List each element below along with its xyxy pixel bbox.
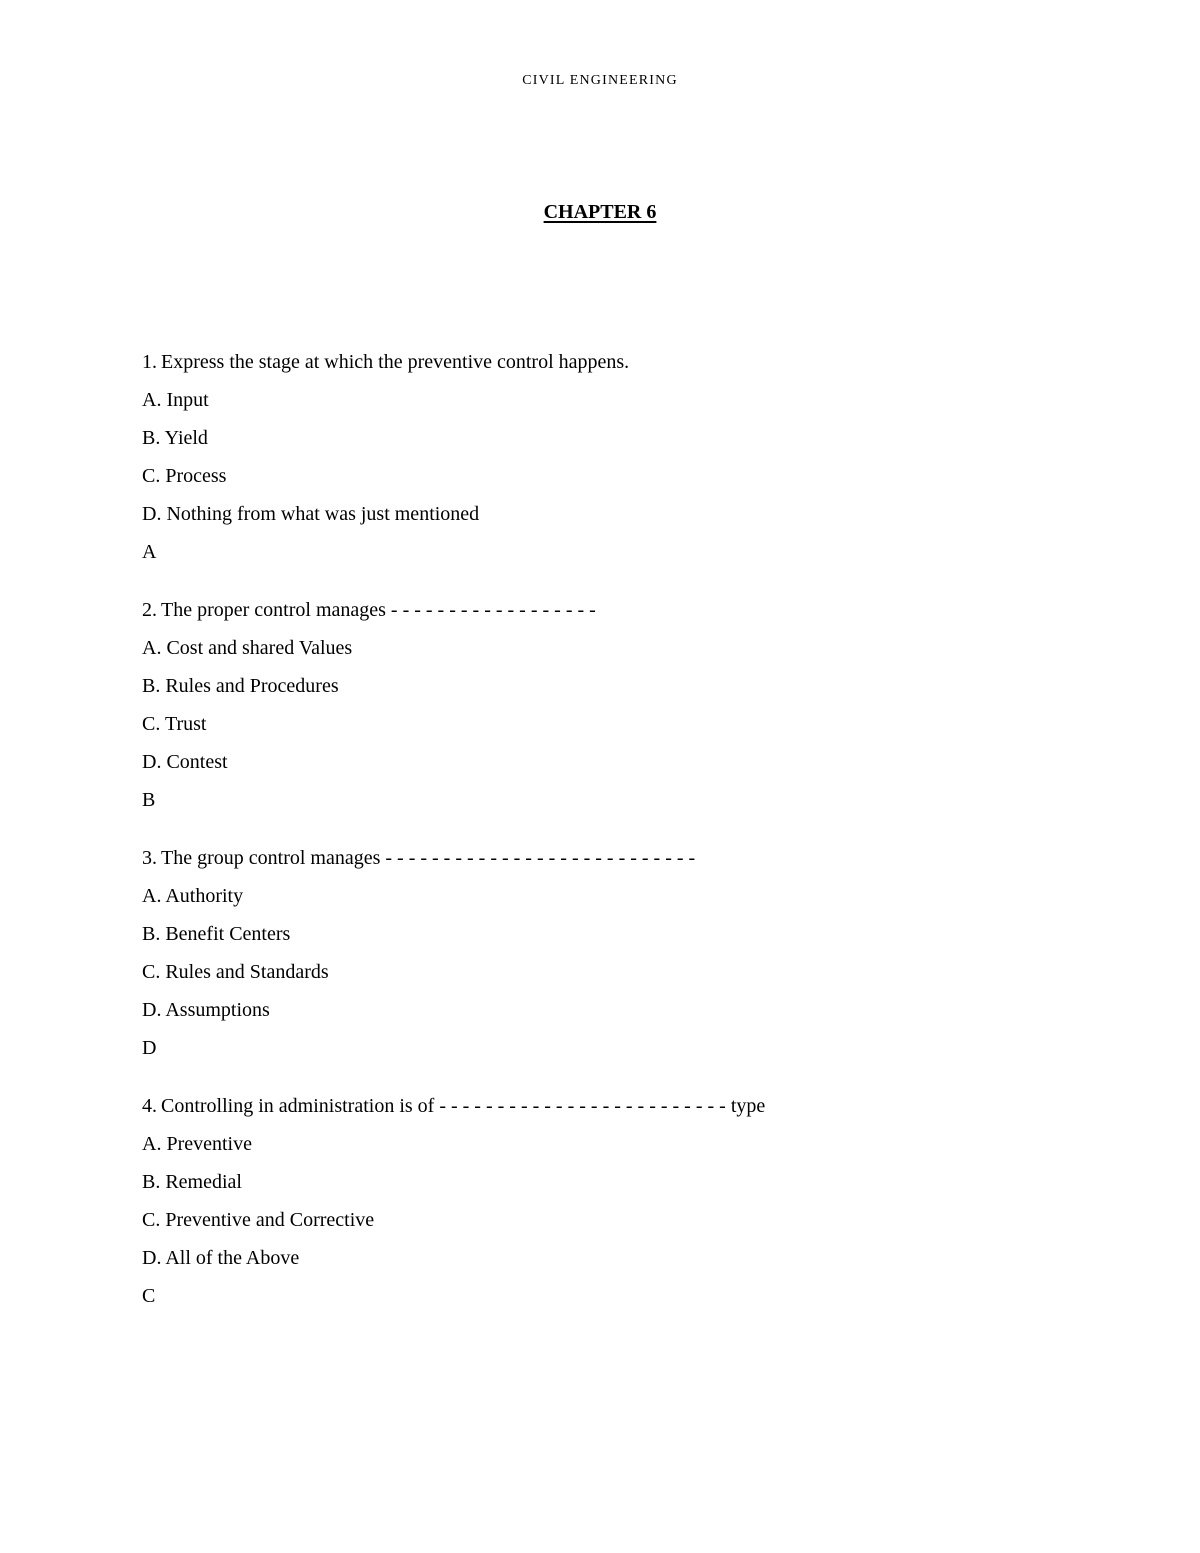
question-3 — [142, 848, 1042, 1058]
question-number: 2. — [142, 599, 157, 621]
option-a: A. Input — [142, 389, 209, 411]
option-a: A. Cost and shared Values — [142, 637, 353, 659]
option-c: C. Rules and Standards — [142, 961, 329, 983]
option-b: B. Benefit Centers — [142, 923, 291, 945]
question-text — [142, 600, 1042, 620]
option-d: D. All of the Above — [142, 1247, 300, 1269]
answer-key: C — [142, 1285, 156, 1307]
option-d: D. Nothing from what was just mentioned — [142, 503, 480, 525]
question-text — [142, 848, 1042, 868]
chapter-title: CHAPTER 6 — [543, 201, 657, 223]
question-number: 3. — [142, 847, 157, 869]
question-number: 1. — [142, 351, 157, 373]
option-c: C. Process — [142, 465, 227, 487]
answer-key: A — [142, 541, 157, 563]
answer-key: B — [142, 789, 156, 811]
option-c: C. Trust — [142, 713, 207, 735]
question-stem: Express the stage at which the preventive control happens. — [161, 351, 630, 373]
question-text — [142, 1096, 1042, 1116]
question-text — [142, 352, 1042, 372]
option-d: D. Assumptions — [142, 999, 270, 1021]
answer-key: D — [142, 1037, 157, 1059]
option-d: D. Contest — [142, 751, 228, 773]
question-list — [142, 352, 1042, 1344]
question-2 — [142, 600, 1042, 810]
question-number: 4. — [142, 1095, 157, 1117]
question-stem: The group control manages - - - - - - - - - - - - - - - - - - - - - - - - - - - — [161, 847, 696, 869]
question-stem: The proper control manages - - - - - - - - - - - - - - - - - - — [161, 599, 596, 621]
option-b: B. Remedial — [142, 1171, 242, 1193]
option-b: B. Rules and Procedures — [142, 675, 339, 697]
question-4 — [142, 1096, 1042, 1306]
option-a: A. Preventive — [142, 1133, 252, 1155]
question-stem: Controlling in administration is of - - - - - - - - - - - - - - - - - - - - - - - - - type — [161, 1095, 766, 1117]
question-1 — [142, 352, 1042, 562]
option-c: C. Preventive and Corrective — [142, 1209, 375, 1231]
option-b: B. Yield — [142, 427, 208, 449]
option-a: A. Authority — [142, 885, 244, 907]
page-header: CIVIL ENGINEERING — [522, 73, 678, 88]
